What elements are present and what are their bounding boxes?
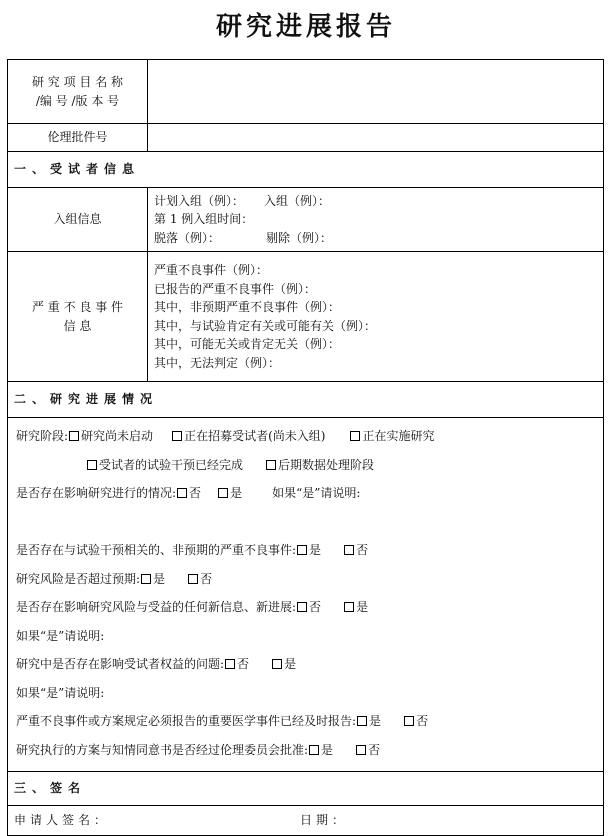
dropout-count: 脱落（例）： <box>154 230 221 245</box>
stage-line-2 <box>16 451 597 480</box>
yes-label: 是 <box>284 657 297 671</box>
no-label: 否 <box>356 543 369 557</box>
stage-option-label: 正在招募受试者(尚未入组) <box>184 429 326 443</box>
planned-enroll: 计划入组（例）： <box>154 193 245 208</box>
stage-intervention-done-checkbox[interactable] <box>87 460 97 470</box>
unexpected-sae-yes-checkbox[interactable] <box>297 545 307 555</box>
first-enroll-time: 第 1 例入组时间： <box>154 212 254 227</box>
project-label-line2: /编 号 /版 本 号 <box>35 93 120 108</box>
rights-yes-checkbox[interactable] <box>272 659 282 669</box>
ethics-row <box>8 124 604 152</box>
reported-no-checkbox[interactable] <box>404 716 414 726</box>
enroll-info <box>148 188 604 252</box>
section1-row <box>8 152 604 188</box>
new-info-line <box>16 593 597 622</box>
sae-line: 已报告的严重不良事件（例）： <box>154 281 317 296</box>
enroll-line-1 <box>154 192 597 211</box>
enroll-row <box>8 188 604 252</box>
new-info-no-checkbox[interactable] <box>297 602 307 612</box>
factors-line <box>16 479 597 508</box>
sae-line: 其中，非预期严重不良事件（例）： <box>154 300 341 314</box>
section1-heading: 一、受试者信息 <box>8 152 604 188</box>
stage-option-label: 研究尚未启动 <box>81 429 154 443</box>
rights-line <box>16 650 597 679</box>
stage-prefix: 研究阶段: <box>16 429 69 443</box>
project-value-field[interactable] <box>148 60 604 124</box>
new-info-explain: 如果“是”请说明: <box>16 628 105 643</box>
excluded-count: 剔除（例）： <box>266 230 333 245</box>
progress-row <box>8 418 604 772</box>
section3-heading: 三、签名 <box>8 772 604 806</box>
ethics-label: 伦理批件号 <box>8 124 148 152</box>
sae-label-line1: 严 重 不 良 事 件 <box>31 300 124 314</box>
enroll-line-3 <box>154 229 597 248</box>
stage-not-started-checkbox[interactable] <box>69 431 79 441</box>
project-label-line1: 研 究 项 目 名 称 <box>31 75 124 89</box>
q-reported: 严重不良事件或方案规定必须报告的重要医学事件已经及时报告: <box>16 714 357 728</box>
unexpected-sae-line <box>16 536 597 565</box>
enroll-label: 入组信息 <box>8 188 148 252</box>
sae-label <box>8 252 148 382</box>
yes-label: 是 <box>230 486 243 500</box>
report-form <box>7 59 604 836</box>
q-risk-exceeded: 研究风险是否超过预期: <box>16 571 141 586</box>
stage-data-processing-checkbox[interactable] <box>266 460 276 470</box>
stage-ongoing-checkbox[interactable] <box>350 431 360 441</box>
yes-label: 是 <box>356 600 369 614</box>
no-label: 否 <box>368 742 381 757</box>
date-label: 日期： <box>300 813 349 828</box>
q-approved: 研究执行的方案与知情同意书是否经过伦理委员会批准: <box>16 742 309 757</box>
approved-line <box>16 736 597 765</box>
factors-yes-checkbox[interactable] <box>218 488 228 498</box>
project-label <box>8 60 148 124</box>
reported-yes-checkbox[interactable] <box>357 716 367 726</box>
sae-line: 其中，无法判定（例）： <box>154 355 281 370</box>
q-unexpected-sae: 是否存在与试验干预相关的、非预期的严重不良事件: <box>16 543 297 557</box>
risk-line <box>16 565 597 594</box>
unexpected-sae-no-checkbox[interactable] <box>344 545 354 555</box>
q-new-info: 是否存在影响研究风险与受益的任何新信息、新进展: <box>16 600 297 614</box>
yes-label: 是 <box>321 742 334 757</box>
factors-no-checkbox[interactable] <box>177 488 187 498</box>
no-label: 否 <box>189 486 202 500</box>
reported-line <box>16 707 597 736</box>
factors-explain-blank[interactable] <box>16 508 597 537</box>
yes-label: 是 <box>309 543 322 557</box>
no-label: 否 <box>309 600 322 614</box>
stage-recruiting-checkbox[interactable] <box>172 431 182 441</box>
yes-label: 是 <box>153 571 166 586</box>
approved-no-checkbox[interactable] <box>356 745 366 755</box>
no-label: 否 <box>237 657 250 671</box>
section2-heading: 二、研究进展情况 <box>8 382 604 418</box>
signature-row <box>8 806 604 836</box>
sae-line: 严重不良事件（例）： <box>154 263 269 277</box>
q-factors: 是否存在影响研究进行的情况: <box>16 486 177 500</box>
yes-label: 是 <box>369 714 382 728</box>
risk-no-checkbox[interactable] <box>188 574 198 584</box>
risk-yes-checkbox[interactable] <box>141 574 151 584</box>
signature-cell <box>8 806 604 836</box>
new-info-yes-checkbox[interactable] <box>344 602 354 612</box>
progress-body <box>8 418 604 772</box>
stage-option-label: 正在实施研究 <box>362 429 435 443</box>
sae-line: 其中，与试验肯定有关或可能有关（例）： <box>154 318 377 333</box>
if-yes-explain: 如果“是”请说明: <box>272 486 361 500</box>
rights-no-checkbox[interactable] <box>225 659 235 669</box>
section2-row <box>8 382 604 418</box>
stage-option-label: 受试者的试验干预已经完成 <box>99 457 244 472</box>
sae-row <box>8 252 604 382</box>
no-label: 否 <box>416 714 429 728</box>
actual-enroll: 入组（例）： <box>264 193 331 208</box>
ethics-value-field[interactable] <box>148 124 604 152</box>
section3-row <box>8 772 604 806</box>
approved-yes-checkbox[interactable] <box>309 745 319 755</box>
applicant-signature-label: 申请人签名： <box>14 813 111 828</box>
rights-explain: 如果“是”请说明: <box>16 685 105 700</box>
stage-line-1 <box>16 422 597 451</box>
page-title: 研究进展报告 <box>215 12 396 42</box>
q-rights: 研究中是否存在影响受试者权益的问题: <box>16 657 225 671</box>
stage-option-label: 后期数据处理阶段 <box>278 457 375 472</box>
no-label: 否 <box>200 571 213 586</box>
sae-line: 其中，可能无关或肯定无关（例）： <box>154 337 341 351</box>
sae-label-line2: 信 息 <box>63 318 92 333</box>
sae-info <box>148 252 604 382</box>
project-row <box>8 60 604 124</box>
